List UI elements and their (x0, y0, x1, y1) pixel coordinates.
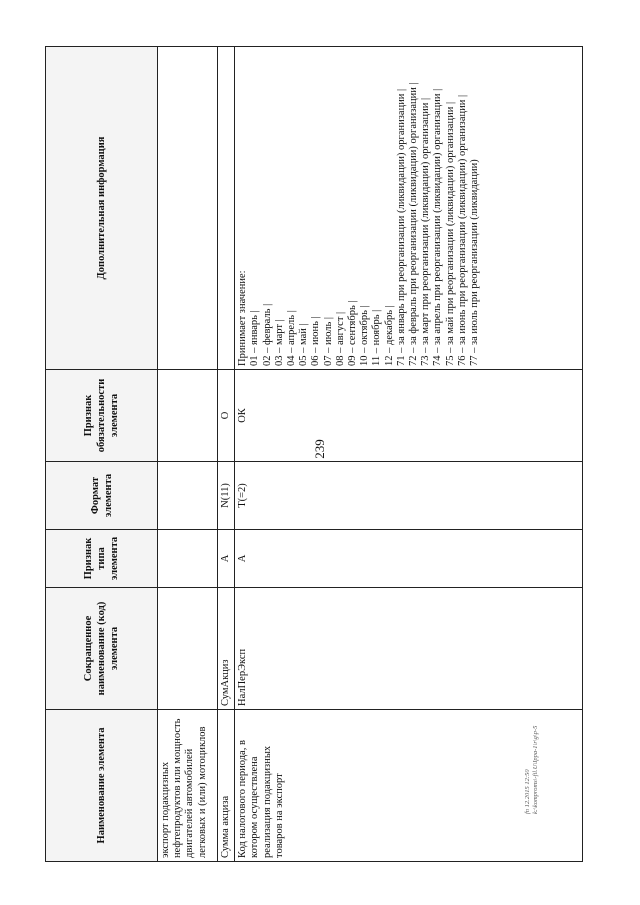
cell-name: экспорт подакцизных нефтепродуктов или мощность двигателей автомобилей легковых и (или) мотоциклов (158, 710, 218, 862)
info-line: 71 – за январь при реорганизации (ликвидации) организации | (395, 88, 407, 366)
info-line: 74 – за апрель при реорганизации (ликвидации) организации | (432, 88, 444, 366)
info-line: 07 – июль | (322, 317, 334, 366)
info-line: 08 – август | (334, 311, 346, 366)
header-element-format: Формат элемента (46, 462, 158, 530)
footer-line-1: fn 12.2015 12:50 (524, 769, 531, 814)
header-element-required: Признак обязательности элемента (46, 370, 158, 462)
cell-format: N(11) (218, 462, 235, 530)
info-line: 01 – январь | (249, 310, 261, 366)
cell-name: Код налогового периода, в котором осуществлена реализация подакцизных товаров на экспорт (235, 710, 583, 862)
page-number: 239 (312, 439, 327, 459)
cell-code: НалПерЭксп (235, 588, 583, 710)
cell-info (218, 47, 235, 370)
info-line: 73 – за март при реорганизации (ликвидации) организации | (420, 97, 432, 366)
cell-type (158, 530, 218, 588)
elements-table (45, 46, 583, 862)
info-line: 05 – май | (298, 323, 310, 366)
info-line: 02 – февраль | (261, 303, 273, 366)
info-line: 11 – ноябрь | (371, 309, 383, 366)
cell-required: ОК (235, 370, 583, 462)
info-line: Принимает значение: (237, 270, 249, 366)
info-line: 03 – март | (273, 319, 285, 366)
cell-info-list (235, 47, 583, 370)
cell-format (158, 462, 218, 530)
info-line: 77 – за июль при реорганизации (ликвидации) (469, 159, 481, 366)
info-line: 10 – октябрь | (359, 305, 371, 366)
header-element-name: Наименование элемента (46, 710, 158, 862)
info-line: 06 – июнь | (310, 316, 322, 366)
cell-required (158, 370, 218, 462)
table-row (218, 47, 235, 862)
header-additional-info: Дополнительная информация (46, 47, 158, 370)
cell-required: О (218, 370, 235, 462)
header-element-type: Признак типа элемента (46, 530, 158, 588)
header-element-code: Сокращенное наименование (код) элемента (46, 588, 158, 710)
info-line: 04 – апрель | (286, 310, 298, 366)
info-line: 72 – за февраль при реорганизации (ликвидации) организации | (408, 82, 420, 366)
cell-format: T(=2) (235, 462, 583, 530)
table-header-row (46, 47, 158, 862)
footer-line-2: k:\komproms\-fil.U\Ippa-1\r\g\p-5 (532, 725, 539, 814)
info-line: 75 – за май при реорганизации (ликвидации) организации | (444, 101, 456, 366)
info-line: 12 – декабрь | (383, 305, 395, 366)
cell-info (158, 47, 218, 370)
rotated-table-container (45, 47, 583, 862)
cell-name: Сумма акциза (218, 710, 235, 862)
info-line: 09 – сентябрь | (347, 300, 359, 366)
cell-type: А (235, 530, 583, 588)
cell-type: А (218, 530, 235, 588)
cell-code: СумАкциз (218, 588, 235, 710)
info-line: 76 – за июнь при реорганизации (ликвидации) организации | (456, 94, 468, 366)
table-row (158, 47, 218, 862)
table-row (235, 47, 583, 862)
cell-code (158, 588, 218, 710)
